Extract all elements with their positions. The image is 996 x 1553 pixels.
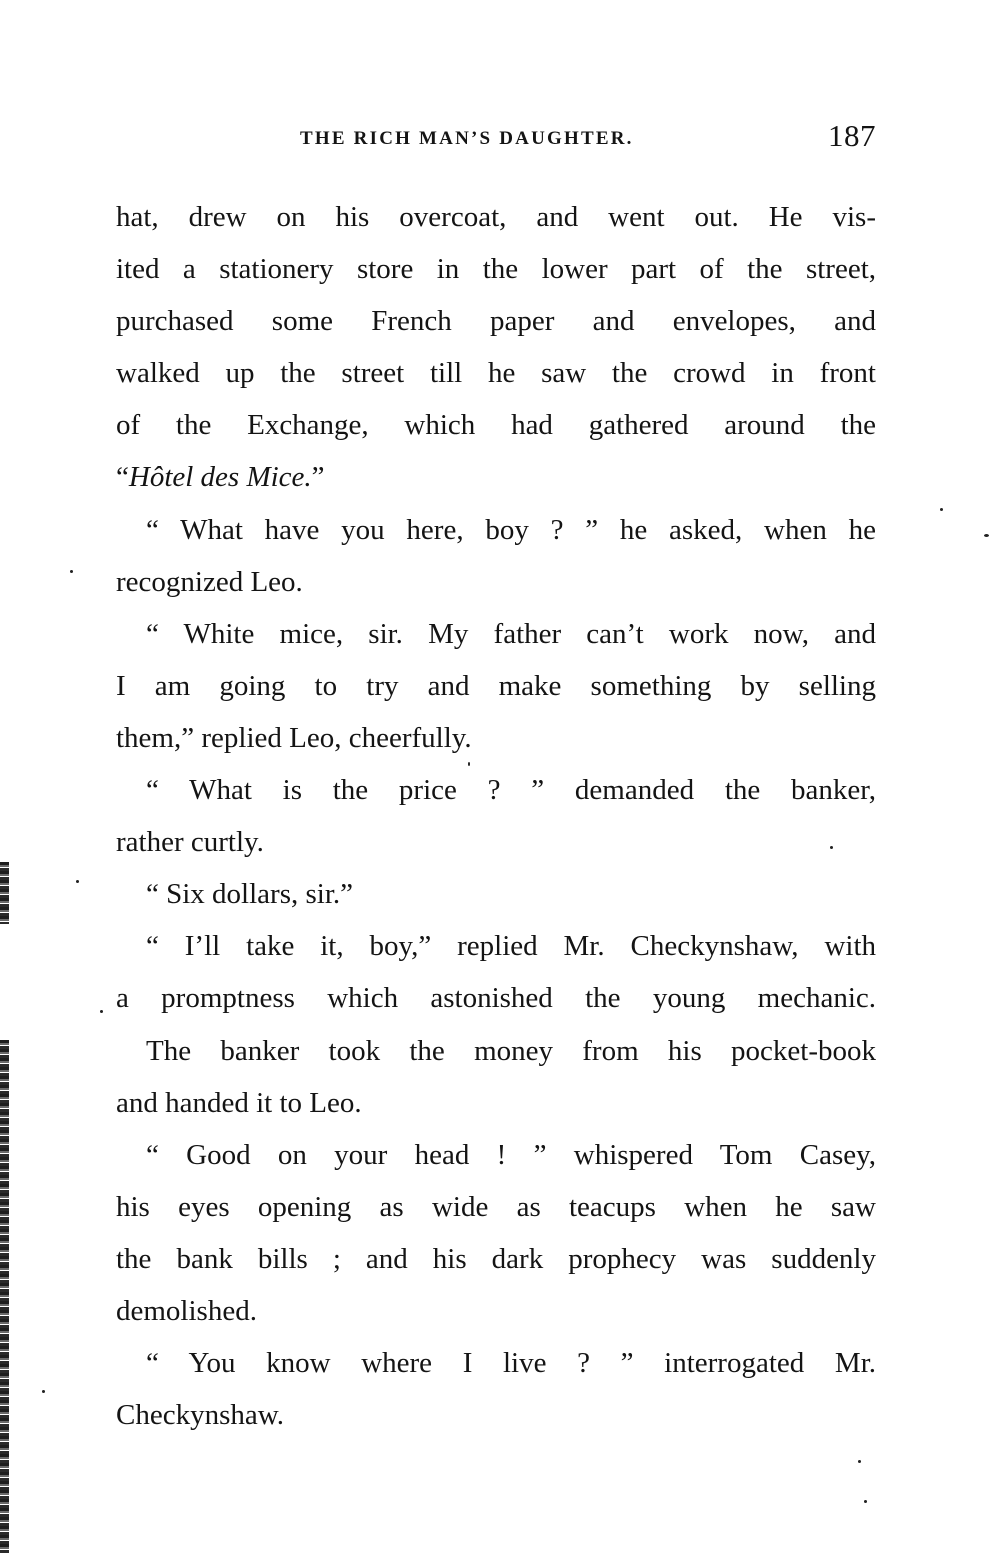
open-quote: “ xyxy=(116,461,129,494)
close-quote: ” xyxy=(311,461,325,494)
scan-speck xyxy=(984,534,989,537)
scan-speck xyxy=(42,1390,45,1393)
scan-speck xyxy=(940,508,943,511)
text-line: “ I’ll take it, boy,” replied Mr. Checkynshaw, with xyxy=(146,930,876,963)
text-line: “ Good on your head ! ” whispered Tom Casey, xyxy=(146,1138,876,1171)
text-line: walked up the street till he saw the crowd in front xyxy=(116,357,876,390)
scan-speck xyxy=(468,762,470,766)
text-line: them,” replied Leo, cheerfully. xyxy=(116,721,472,754)
scan-speck xyxy=(76,880,79,883)
scan-edge-mark xyxy=(0,862,9,924)
running-title: THE RICH MAN’S DAUGHTER. xyxy=(300,128,634,149)
text-line: rather curtly. xyxy=(116,826,264,859)
text-line: “ White mice, sir. My father can’t work now, and xyxy=(146,617,876,650)
text-line: his eyes opening as wide as teacups when he saw xyxy=(116,1190,876,1223)
text-line: Checkynshaw. xyxy=(116,1399,285,1432)
text-line: “ You know where I live ? ” interrogated Mr. xyxy=(146,1347,876,1380)
text-line: and handed it to Leo. xyxy=(116,1086,362,1119)
text-line: The banker took the money from his pocket-book xyxy=(146,1034,876,1067)
scan-speck xyxy=(858,1460,861,1463)
text-line: purchased some French paper and envelopes, and xyxy=(116,305,876,338)
text-line: ited a stationery store in the lower part of the street, xyxy=(116,253,876,286)
text-line: a promptness which astonished the young mechanic. xyxy=(116,982,876,1015)
text-line: of the Exchange, which had gathered around the xyxy=(116,409,876,442)
body-text xyxy=(116,191,876,1441)
scan-speck xyxy=(830,846,833,849)
text-line: “ What have you here, boy ? ” he asked, when he xyxy=(146,513,876,546)
text-line xyxy=(116,451,876,503)
page-header xyxy=(116,118,878,162)
text-line: recognized Leo. xyxy=(116,565,303,598)
scan-edge-mark xyxy=(0,1040,9,1553)
text-line: I am going to try and make something by selling xyxy=(116,669,876,702)
text-line: “ What is the price ? ” demanded the banker, xyxy=(146,774,876,807)
text-line: demolished. xyxy=(116,1294,257,1327)
scan-speck xyxy=(864,1500,867,1503)
page-number: 187 xyxy=(828,118,876,153)
scan-speck xyxy=(70,570,73,573)
italic-hotel-name: Hôtel des Mice. xyxy=(128,461,312,494)
text-line: the bank bills ; and his dark prophecy was suddenly xyxy=(116,1242,876,1275)
scan-speck xyxy=(100,1010,103,1013)
text-line: “ Six dollars, sir.” xyxy=(146,878,354,911)
text-line: hat, drew on his overcoat, and went out. He vis- xyxy=(116,201,876,233)
